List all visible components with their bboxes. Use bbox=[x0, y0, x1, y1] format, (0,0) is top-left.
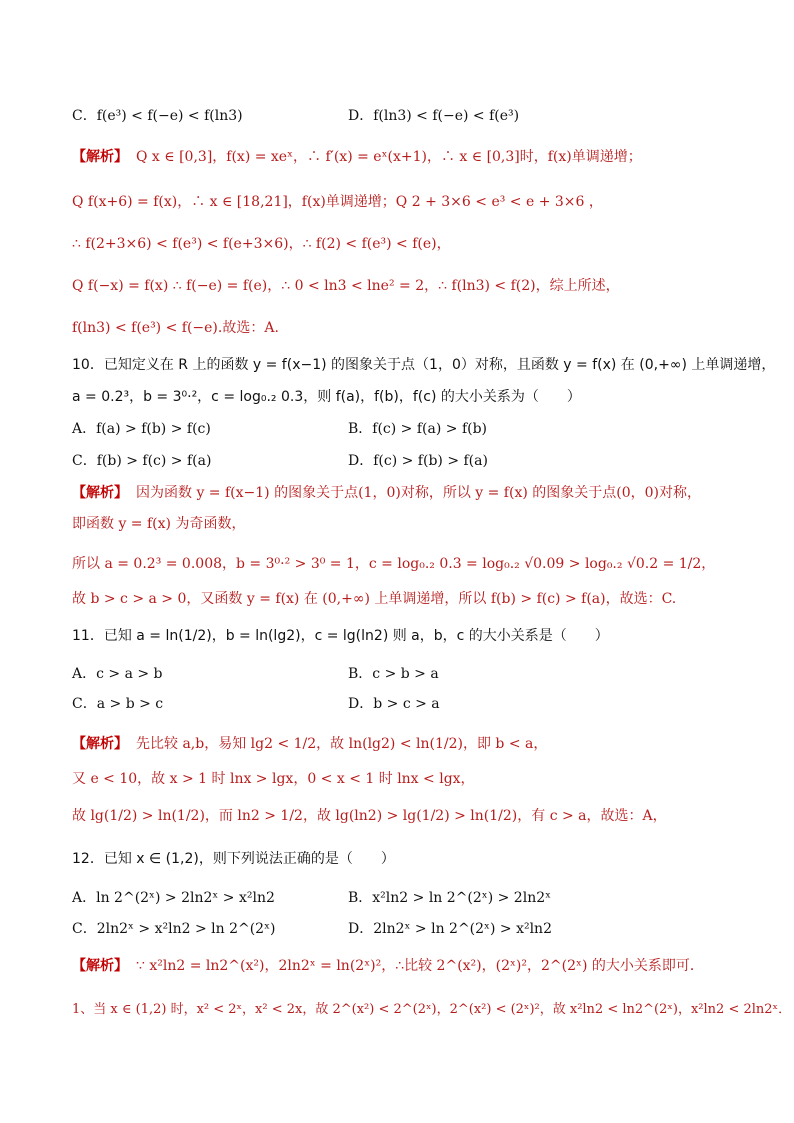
q10-option-b[interactable]: B．f(c) > f(a) > f(b) bbox=[348, 421, 488, 437]
q9-analysis-line-5 bbox=[0, 314, 794, 342]
q10-options-row-2 bbox=[0, 447, 794, 475]
q11-option-d[interactable]: D．b > c > a bbox=[348, 696, 440, 712]
q10-option-d[interactable]: D．f(c) > f(b) > f(a) bbox=[348, 453, 488, 469]
q10-option-c[interactable]: C．f(b) > f(c) > f(a) bbox=[72, 453, 212, 469]
q10-analysis-text: 即函数 y = f(x) 为奇函数， bbox=[72, 516, 246, 532]
q11-stem-line bbox=[0, 622, 794, 650]
q10-options-row-1 bbox=[0, 415, 794, 443]
q11-analysis-text: 故 lg(1/2) > ln(1/2)，而 ln2 > 1/2，故 lg(ln2) > lg(1/2) > ln(1/2)，有 c > a，故选：A， bbox=[72, 808, 667, 824]
q10-analysis-text: 因为函数 y = f(x−1) 的图象关于点(1，0)对称，所以 y = f(x) 的图象关于点(0，0)对称， bbox=[136, 485, 701, 501]
analysis-label: 【解析】 bbox=[72, 958, 128, 974]
q9-analysis-text: Q f(−x) = f(x) ∴ f(−e) = f(e)，∴ 0 < ln3 < lne² = 2，∴ f(ln3) < f(2)，综上所述， bbox=[72, 278, 620, 294]
q12-options-row-1 bbox=[0, 884, 794, 912]
q9-analysis-line-2 bbox=[0, 188, 794, 216]
q11-options-row-1 bbox=[0, 660, 794, 688]
q11-option-c[interactable]: C．a > b > c bbox=[72, 696, 164, 712]
q12-option-a[interactable]: A．ln 2^(2ˣ) > 2ln2ˣ > x²ln2 bbox=[72, 890, 275, 906]
q10-stem: a = 0.2³，b = 3⁰·²，c = log₀.₂ 0.3，则 f(a)，f(b)，f(c) 的大小关系为（ ） bbox=[72, 389, 581, 405]
q11-analysis-line-1 bbox=[0, 730, 794, 758]
q9-analysis-line-4 bbox=[0, 272, 794, 300]
q11-analysis-text: 又 e < 10，故 x > 1 时 lnx > lgx，0 < x < 1 时 lnx < lgx， bbox=[72, 771, 475, 787]
q10-analysis-line-1 bbox=[0, 479, 794, 507]
q12-option-b[interactable]: B．x²ln2 > ln 2^(2ˣ) > 2ln2ˣ bbox=[348, 890, 552, 906]
q10-stem-line-2 bbox=[0, 383, 794, 411]
q9-analysis-line-1 bbox=[0, 143, 794, 171]
q9-analysis-text: f(ln3) < f(e³) < f(−e).故选：A. bbox=[72, 320, 279, 336]
q10-analysis-line-3 bbox=[0, 550, 794, 578]
q10-option-a[interactable]: A．f(a) > f(b) > f(c) bbox=[72, 421, 211, 437]
q11-analysis-text: 先比较 a,b，易知 lg2 < 1/2，故 ln(lg2) < ln(1/2)，即 b < a， bbox=[136, 736, 548, 752]
q12-analysis-text: 1、当 x ∈ (1,2) 时，x² < 2ˣ，x² < 2x，故 2^(x²) < 2^(2ˣ)，2^(x²) < (2ˣ)²，故 x²ln2 < ln2^(2ˣ)，x²ln2 < 2ln2ˣ． bbox=[72, 1002, 792, 1017]
q9-option-d[interactable]: D．f(ln3) < f(−e) < f(e³) bbox=[348, 108, 520, 124]
analysis-label: 【解析】 bbox=[72, 485, 128, 501]
analysis-label: 【解析】 bbox=[72, 736, 128, 752]
q11-analysis-line-2 bbox=[0, 765, 794, 793]
q10-analysis-text: 所以 a = 0.2³ = 0.008，b = 3⁰·² > 3⁰ = 1，c = log₀.₂ 0.3 = log₀.₂ √0.09 > log₀.₂ √0.2 = 1/2， bbox=[72, 556, 716, 572]
q10-stem: 10．已知定义在 R 上的函数 y = f(x−1) 的图象关于点（1，0）对称，且函数 y = f(x) 在 (0,+∞) 上单调递增， bbox=[72, 357, 776, 373]
q11-options-row-2 bbox=[0, 690, 794, 718]
q9-analysis-text: Q x ∈ [0,3]，f(x) = xeˣ，∴ f′(x) = eˣ(x+1)，∴ x ∈ [0,3]时，f(x)单调递增； bbox=[136, 149, 642, 165]
q9-analysis-line-3 bbox=[0, 230, 794, 258]
q11-option-a[interactable]: A．c > a > b bbox=[72, 666, 163, 682]
q9-analysis-text: Q f(x+6) = f(x)，∴ x ∈ [18,21]，f(x)单调递增；Q 2 + 3×6 < e³ < e + 3×6 ， bbox=[72, 194, 603, 210]
q11-analysis-line-3 bbox=[0, 802, 794, 830]
q10-stem-line-1 bbox=[0, 351, 794, 379]
q11-stem: 11．已知 a = ln(1/2)，b = ln(lg2)，c = lg(ln2) 则 a，b，c 的大小关系是（ ） bbox=[72, 628, 609, 644]
q9-analysis-text: ∴ f(2+3×6) < f(e³) < f(e+3×6)，∴ f(2) < f(e³) < f(e)， bbox=[72, 236, 451, 252]
q10-analysis-line-4 bbox=[0, 585, 794, 613]
q12-analysis-line-1 bbox=[0, 952, 794, 980]
q12-option-d[interactable]: D．2ln2ˣ > ln 2^(2ˣ) > x²ln2 bbox=[348, 921, 552, 937]
q12-stem-line bbox=[0, 845, 794, 873]
q12-stem: 12．已知 x ∈ (1,2)，则下列说法正确的是（ ） bbox=[72, 851, 395, 867]
q11-option-b[interactable]: B．c > b > a bbox=[348, 666, 439, 682]
q9-option-c[interactable]: C．f(e³) < f(−e) < f(ln3) bbox=[72, 108, 243, 124]
q12-option-c[interactable]: C．2ln2ˣ > x²ln2 > ln 2^(2ˣ) bbox=[72, 921, 276, 937]
q10-analysis-line-2 bbox=[0, 510, 794, 538]
q9-options-row bbox=[0, 102, 794, 130]
q12-analysis-line-2 bbox=[0, 996, 794, 1024]
q10-analysis-text: 故 b > c > a > 0，又函数 y = f(x) 在 (0,+∞) 上单调递增，所以 f(b) > f(c) > f(a)，故选：C. bbox=[72, 591, 677, 607]
q12-options-row-2 bbox=[0, 915, 794, 943]
q12-analysis-text: ∵ x²ln2 = ln2^(x²)，2ln2ˣ = ln(2ˣ)²，∴比较 2^(x²)，(2ˣ)²，2^(2ˣ) 的大小关系即可． bbox=[136, 958, 704, 974]
analysis-label: 【解析】 bbox=[72, 149, 128, 165]
